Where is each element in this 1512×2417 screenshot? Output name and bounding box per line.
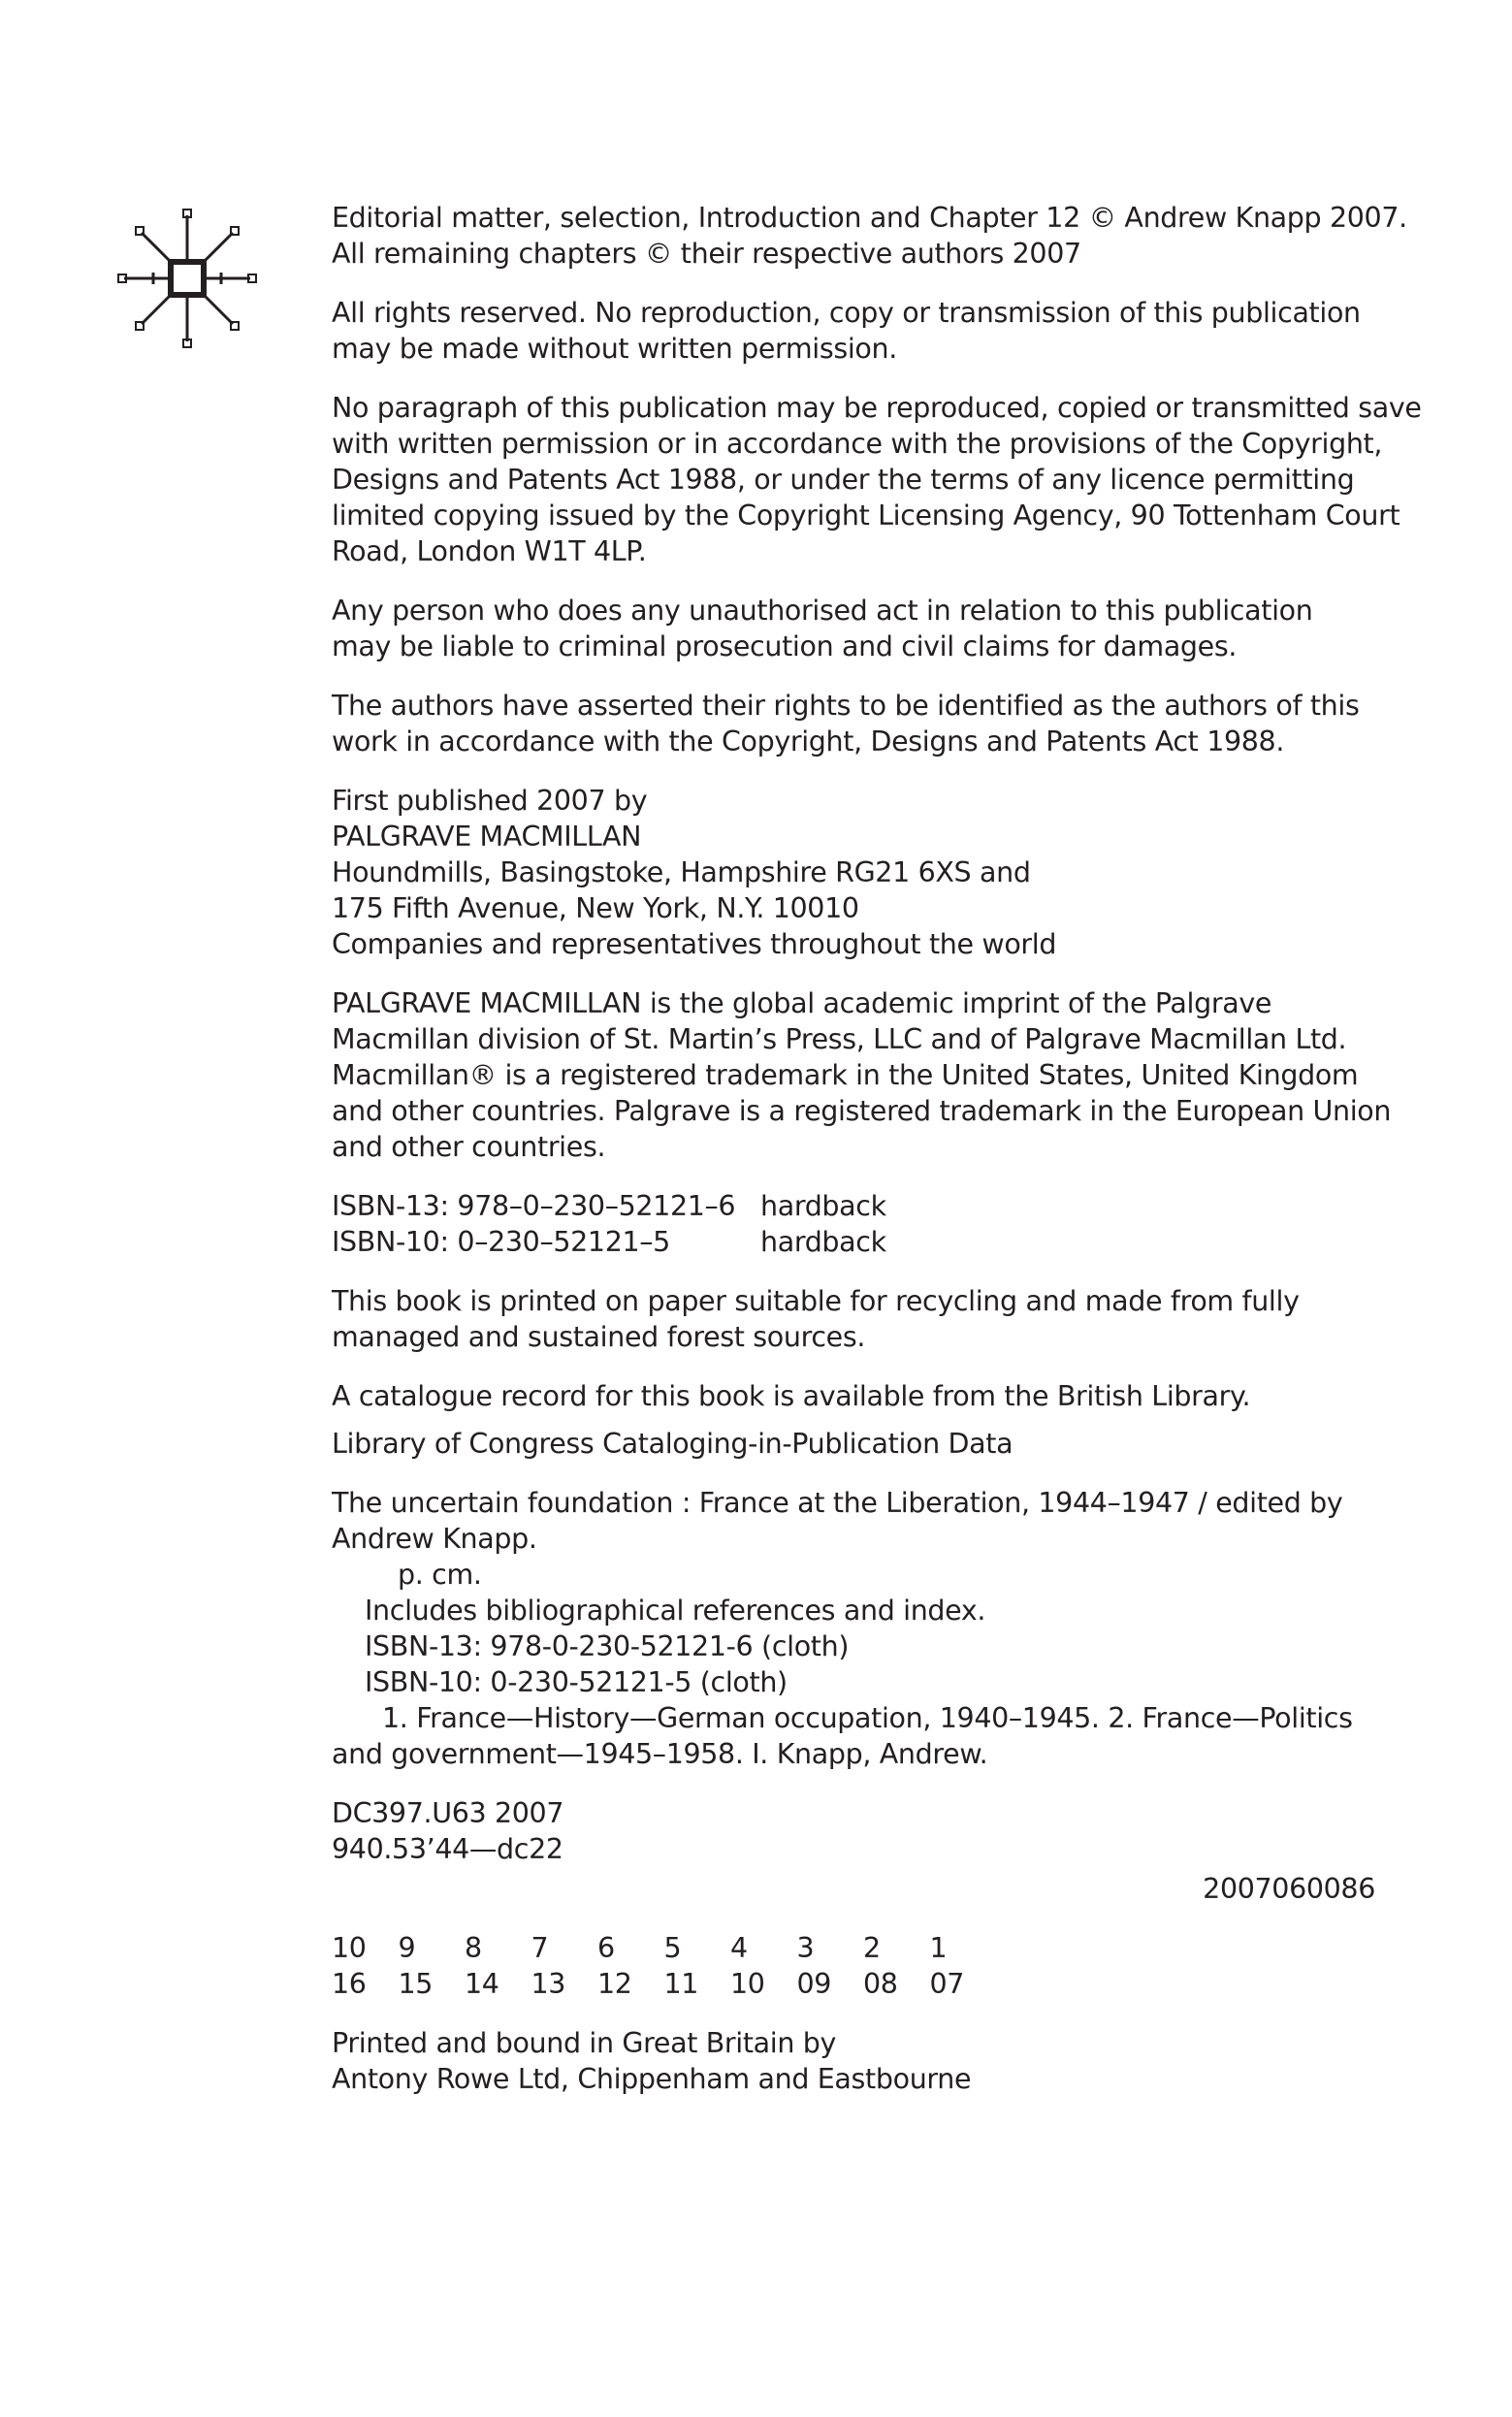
print-number: 10 — [332, 1932, 367, 1964]
print-number: 9 — [398, 1932, 416, 1964]
isbn-code: ISBN-13: 978–0–230–52121–6 — [332, 1190, 736, 1222]
isbn-code: ISBN-10: 0–230–52121–5 — [332, 1226, 670, 1258]
print-year: 12 — [597, 1968, 632, 2000]
isbn-format: hardback — [760, 1190, 886, 1222]
print-year: 15 — [398, 1968, 434, 2000]
rights-reserved: All rights reserved. No reproduction, copy or transmission of this publication may be made without written permission. — [332, 297, 1361, 365]
print-year: 14 — [465, 1968, 499, 2000]
copyright-notice: Editorial matter, selection, Introduction and Chapter 12 © Andrew Knapp 2007. All remaining chapters © their respective authors 2007 — [332, 202, 1407, 270]
print-year: 10 — [730, 1968, 765, 2000]
copyright-text — [332, 200, 1422, 2120]
moral-rights-notice: The authors have asserted their rights to be identified as the authors of this work in accordance with the Copyright, Designs and Patents Act 1988. — [332, 690, 1360, 757]
print-number: 4 — [730, 1932, 748, 1964]
cip-isbn10: ISBN-10: 0-230-52121-5 (cloth) — [365, 1666, 788, 1698]
cip-pcm: p. cm. — [398, 1559, 482, 1591]
print-number: 5 — [663, 1932, 682, 1964]
paper-notice: This book is printed on paper suitable for recycling and made from fully managed and sustained forest sources. — [332, 1285, 1300, 1353]
print-number: 3 — [796, 1932, 815, 1964]
print-year: 11 — [663, 1968, 699, 2000]
lccn-number: 2007060086 — [1203, 1873, 1375, 1905]
print-number: 8 — [465, 1932, 482, 1964]
isbn-format: hardback — [760, 1226, 886, 1258]
cip-record — [332, 1485, 1379, 1772]
cip-title: Andrew Knapp. — [332, 1523, 537, 1555]
catalogue-notice: A catalogue record for this book is available from the British Library. — [332, 1380, 1251, 1412]
print-number: 2 — [863, 1932, 881, 1964]
cip-subjects: 1. France—History—German occupation, 1940–1945. 2. France—Politics — [382, 1702, 1353, 1734]
print-year: 07 — [929, 1968, 965, 2000]
print-year: 13 — [531, 1968, 566, 2000]
cip-isbn13: ISBN-13: 978-0-230-52121-6 (cloth) — [365, 1630, 850, 1662]
printer-info: Printed and bound in Great Britain by Antony Rowe Ltd, Chippenham and Eastbourne — [332, 2027, 972, 2095]
print-number: 6 — [597, 1932, 615, 1964]
imprint-info: PALGRAVE MACMILLAN is the global academic imprint of the Palgrave Macmillan division of St. Martin’s Press, LLC and of Palgrave Macmillan Ltd. Macmillan® is a registered trademark in the United States, United Kingdom and other countries. Palgrave is a registered trademark in the European Union and other countries. — [332, 987, 1392, 1163]
reproduction-notice: No paragraph of this publication may be reproduced, copied or transmitted save with written permission or in accordance with the provisions of the Copyright, Designs and Patents Act 1988, or under the terms of any licence permitting limited copying issued by the Copyright Licensing Agency, 90 Tottenham Court Road, London W1T 4LP. — [332, 392, 1422, 567]
print-number: 1 — [929, 1932, 948, 1964]
isbn-list — [332, 1188, 1379, 1260]
print-line — [332, 1930, 1379, 2002]
liability-notice: Any person who does any unauthorised act in relation to this publication may be liable to criminal prosecution and civil claims for damages. — [332, 595, 1313, 662]
classification: DC397.U63 2007 940.53’44—dc22 2007060086 — [332, 1795, 1379, 1907]
cip-title: The uncertain foundation : France at the Liberation, 1944–1947 / edited by — [332, 1487, 1343, 1519]
print-number: 7 — [531, 1932, 549, 1964]
cip-includes: Includes bibliographical references and index. — [365, 1595, 986, 1627]
loc-heading: Library of Congress Cataloging-in-Publication Data — [332, 1428, 1013, 1460]
print-year: 16 — [332, 1968, 367, 2000]
print-year: 08 — [863, 1968, 898, 2000]
publisher-info: First published 2007 by PALGRAVE MACMILLAN Houndmills, Basingstoke, Hampshire RG21 6XS and 175 Fifth Avenue, New York, N.Y. 10010 Companies and representatives throughout the world — [332, 785, 1057, 960]
isbn-row — [332, 1224, 1379, 1260]
print-year: 09 — [796, 1968, 832, 2000]
isbn-row — [332, 1188, 1379, 1224]
publisher-logo-icon — [114, 206, 260, 351]
cip-subjects: and government—1945–1958. I. Knapp, Andrew. — [332, 1738, 988, 1770]
